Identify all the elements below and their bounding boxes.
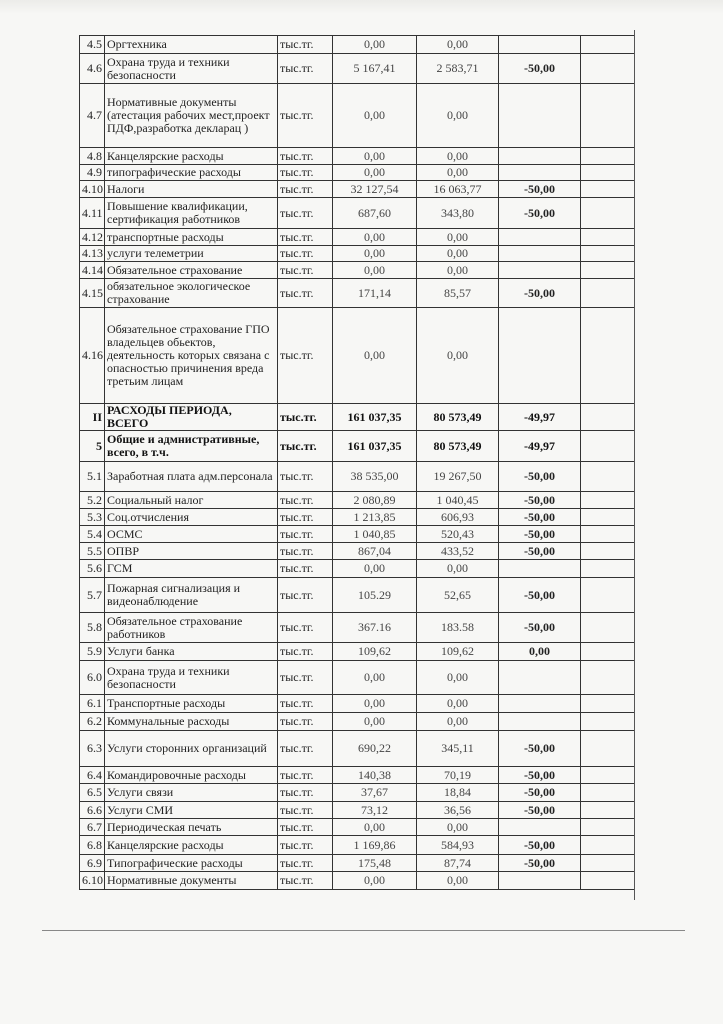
table-row xyxy=(80,262,635,279)
row-unit: тыс.тг. xyxy=(278,462,333,492)
row-unit: тыс.тг. xyxy=(278,509,333,526)
value-fact: 80 573,49 xyxy=(417,404,499,431)
value-plan: 0,00 xyxy=(333,308,417,404)
percent-change: -50,00 xyxy=(499,509,581,526)
value-fact: 606,93 xyxy=(417,509,499,526)
table-row xyxy=(80,246,635,262)
row-unit: тыс.тг. xyxy=(278,262,333,279)
row-number: 5.7 xyxy=(80,578,105,613)
row-unit: тыс.тг. xyxy=(278,36,333,54)
row-name: Периодическая печать xyxy=(105,819,278,836)
row-number: 5.2 xyxy=(80,492,105,509)
empty-cell xyxy=(581,462,635,492)
value-fact: 345,11 xyxy=(417,731,499,767)
percent-change: -50,00 xyxy=(499,492,581,509)
row-name: Командировочные расходы xyxy=(105,767,278,784)
row-name: Оргтехника xyxy=(105,36,278,54)
table-row xyxy=(80,229,635,246)
value-plan: 37,67 xyxy=(333,784,417,802)
row-number: 4.6 xyxy=(80,54,105,84)
percent-change xyxy=(499,872,581,890)
row-name: Канцелярские расходы xyxy=(105,836,278,855)
row-number: 5.6 xyxy=(80,560,105,578)
value-fact: 0,00 xyxy=(417,695,499,713)
table-row xyxy=(80,643,635,661)
empty-cell xyxy=(581,767,635,784)
row-unit: тыс.тг. xyxy=(278,578,333,613)
empty-cell xyxy=(581,819,635,836)
row-unit: тыс.тг. xyxy=(278,404,333,431)
row-name: Услуги банка xyxy=(105,643,278,661)
row-name: Обязательное страхование xyxy=(105,262,278,279)
percent-change: -50,00 xyxy=(499,198,581,229)
value-plan: 1 040,85 xyxy=(333,526,417,543)
table-body xyxy=(80,36,635,890)
percent-change xyxy=(499,819,581,836)
value-fact: 0,00 xyxy=(417,84,499,148)
row-number: 6.8 xyxy=(80,836,105,855)
row-number: 4.10 xyxy=(80,181,105,198)
value-fact: 0,00 xyxy=(417,308,499,404)
row-number: 4.14 xyxy=(80,262,105,279)
table-row xyxy=(80,181,635,198)
table-row xyxy=(80,165,635,181)
percent-change xyxy=(499,713,581,731)
empty-cell xyxy=(581,308,635,404)
row-number: 6.10 xyxy=(80,872,105,890)
empty-cell xyxy=(581,731,635,767)
table-row xyxy=(80,462,635,492)
empty-cell xyxy=(581,560,635,578)
value-plan: 0,00 xyxy=(333,84,417,148)
percent-change: -50,00 xyxy=(499,181,581,198)
value-plan: 0,00 xyxy=(333,262,417,279)
percent-change: -50,00 xyxy=(499,855,581,872)
percent-change xyxy=(499,262,581,279)
empty-cell xyxy=(581,855,635,872)
percent-change: -50,00 xyxy=(499,543,581,560)
value-fact: 0,00 xyxy=(417,262,499,279)
expense-table xyxy=(79,35,635,890)
row-unit: тыс.тг. xyxy=(278,543,333,560)
row-unit: тыс.тг. xyxy=(278,246,333,262)
row-number: 4.15 xyxy=(80,279,105,308)
empty-cell xyxy=(581,643,635,661)
row-name: ОПВР xyxy=(105,543,278,560)
empty-cell xyxy=(581,661,635,695)
table-row xyxy=(80,855,635,872)
row-name: РАСХОДЫ ПЕРИОДА, ВСЕГО xyxy=(105,404,278,431)
value-plan: 1 169,86 xyxy=(333,836,417,855)
table-row xyxy=(80,578,635,613)
percent-change: -50,00 xyxy=(499,54,581,84)
percent-change xyxy=(499,165,581,181)
row-name: Канцелярские расходы xyxy=(105,148,278,165)
row-number: 4.5 xyxy=(80,36,105,54)
value-fact: 0,00 xyxy=(417,713,499,731)
row-name: обязательное экологическое страхование xyxy=(105,279,278,308)
value-fact: 520,43 xyxy=(417,526,499,543)
value-fact: 0,00 xyxy=(417,36,499,54)
empty-cell xyxy=(581,613,635,643)
value-fact: 19 267,50 xyxy=(417,462,499,492)
empty-cell xyxy=(581,181,635,198)
table-row xyxy=(80,767,635,784)
table-row xyxy=(80,492,635,509)
empty-cell xyxy=(581,84,635,148)
empty-cell xyxy=(581,246,635,262)
value-plan: 867,04 xyxy=(333,543,417,560)
table-row xyxy=(80,836,635,855)
row-unit: тыс.тг. xyxy=(278,695,333,713)
row-name: типографические расходы xyxy=(105,165,278,181)
table-row xyxy=(80,560,635,578)
value-plan: 38 535,00 xyxy=(333,462,417,492)
percent-change xyxy=(499,148,581,165)
empty-cell xyxy=(581,695,635,713)
row-number: 6.6 xyxy=(80,802,105,819)
value-fact: 109,62 xyxy=(417,643,499,661)
value-plan: 161 037,35 xyxy=(333,431,417,462)
percent-change: -50,00 xyxy=(499,731,581,767)
value-fact: 0,00 xyxy=(417,661,499,695)
value-plan: 690,22 xyxy=(333,731,417,767)
empty-cell xyxy=(581,713,635,731)
empty-cell xyxy=(581,492,635,509)
row-number: 6.7 xyxy=(80,819,105,836)
row-number: 6.5 xyxy=(80,784,105,802)
empty-cell xyxy=(581,526,635,543)
value-plan: 367.16 xyxy=(333,613,417,643)
row-number: 5.9 xyxy=(80,643,105,661)
value-plan: 687,60 xyxy=(333,198,417,229)
row-unit: тыс.тг. xyxy=(278,784,333,802)
row-number: 4.16 xyxy=(80,308,105,404)
row-unit: тыс.тг. xyxy=(278,148,333,165)
value-plan: 0,00 xyxy=(333,148,417,165)
row-unit: тыс.тг. xyxy=(278,819,333,836)
row-unit: тыс.тг. xyxy=(278,165,333,181)
percent-change: -50,00 xyxy=(499,462,581,492)
row-unit: тыс.тг. xyxy=(278,855,333,872)
value-fact: 80 573,49 xyxy=(417,431,499,462)
row-name: Транспортные расходы xyxy=(105,695,278,713)
row-number: 6.4 xyxy=(80,767,105,784)
row-name: Нормативные документы xyxy=(105,872,278,890)
value-plan: 140,38 xyxy=(333,767,417,784)
row-name: Повышение квалификации, сертификация работников xyxy=(105,198,278,229)
value-plan: 1 213,85 xyxy=(333,509,417,526)
percent-change: -49,97 xyxy=(499,404,581,431)
row-unit: тыс.тг. xyxy=(278,731,333,767)
percent-change xyxy=(499,246,581,262)
value-fact: 0,00 xyxy=(417,229,499,246)
empty-cell xyxy=(581,836,635,855)
row-number: 5.3 xyxy=(80,509,105,526)
row-number: 5.5 xyxy=(80,543,105,560)
table-row xyxy=(80,148,635,165)
empty-cell xyxy=(581,148,635,165)
value-plan: 0,00 xyxy=(333,36,417,54)
table-row xyxy=(80,731,635,767)
empty-cell xyxy=(581,802,635,819)
row-name: Типографические расходы xyxy=(105,855,278,872)
empty-cell xyxy=(581,578,635,613)
row-unit: тыс.тг. xyxy=(278,643,333,661)
value-fact: 0,00 xyxy=(417,165,499,181)
table-row xyxy=(80,84,635,148)
value-plan: 2 080,89 xyxy=(333,492,417,509)
percent-change xyxy=(499,695,581,713)
row-number: 5.8 xyxy=(80,613,105,643)
row-number: 6.9 xyxy=(80,855,105,872)
value-plan: 0,00 xyxy=(333,872,417,890)
table-row xyxy=(80,543,635,560)
empty-cell xyxy=(581,784,635,802)
table-row xyxy=(80,526,635,543)
value-fact: 343,80 xyxy=(417,198,499,229)
value-fact: 16 063,77 xyxy=(417,181,499,198)
value-fact: 0,00 xyxy=(417,819,499,836)
empty-cell xyxy=(581,262,635,279)
row-name: Обязательное страхование ГПО владельцев обьектов, деятельность которых связана с опасностью причинения вреда третьим лицам xyxy=(105,308,278,404)
table-row xyxy=(80,872,635,890)
row-unit: тыс.тг. xyxy=(278,767,333,784)
row-name: Обязательное страхование работников xyxy=(105,613,278,643)
percent-change xyxy=(499,36,581,54)
row-name: Коммунальные расходы xyxy=(105,713,278,731)
empty-cell xyxy=(581,543,635,560)
row-name: услуги телеметрии xyxy=(105,246,278,262)
value-fact: 70,19 xyxy=(417,767,499,784)
row-number: 4.9 xyxy=(80,165,105,181)
row-unit: тыс.тг. xyxy=(278,181,333,198)
row-name: Охрана труда и техники безопасности xyxy=(105,661,278,695)
value-plan: 105.29 xyxy=(333,578,417,613)
empty-cell xyxy=(581,229,635,246)
row-unit: тыс.тг. xyxy=(278,229,333,246)
value-plan: 73,12 xyxy=(333,802,417,819)
table-row xyxy=(80,784,635,802)
row-name: Услуги связи xyxy=(105,784,278,802)
value-fact: 18,84 xyxy=(417,784,499,802)
row-name: Социальный налог xyxy=(105,492,278,509)
value-fact: 584,93 xyxy=(417,836,499,855)
row-name: Соц.отчисления xyxy=(105,509,278,526)
row-name: Услуги СМИ xyxy=(105,802,278,819)
row-unit: тыс.тг. xyxy=(278,872,333,890)
row-unit: тыс.тг. xyxy=(278,84,333,148)
percent-change xyxy=(499,661,581,695)
value-fact: 0,00 xyxy=(417,872,499,890)
empty-cell xyxy=(581,509,635,526)
percent-change xyxy=(499,308,581,404)
value-plan: 0,00 xyxy=(333,661,417,695)
percent-change: -50,00 xyxy=(499,279,581,308)
empty-cell xyxy=(581,198,635,229)
percent-change: -50,00 xyxy=(499,767,581,784)
value-fact: 1 040,45 xyxy=(417,492,499,509)
row-unit: тыс.тг. xyxy=(278,279,333,308)
row-name: Пожарная сигнализация и видеонаблюдение xyxy=(105,578,278,613)
value-plan: 0,00 xyxy=(333,560,417,578)
row-unit: тыс.тг. xyxy=(278,198,333,229)
row-name: Налоги xyxy=(105,181,278,198)
row-name: Заработная плата адм.персонала xyxy=(105,462,278,492)
row-unit: тыс.тг. xyxy=(278,560,333,578)
value-plan: 0,00 xyxy=(333,229,417,246)
empty-cell xyxy=(581,165,635,181)
row-name: Охрана труда и техники безопасности xyxy=(105,54,278,84)
value-plan: 5 167,41 xyxy=(333,54,417,84)
value-plan: 0,00 xyxy=(333,713,417,731)
value-plan: 0,00 xyxy=(333,819,417,836)
row-unit: тыс.тг. xyxy=(278,661,333,695)
value-fact: 183.58 xyxy=(417,613,499,643)
row-number: 4.7 xyxy=(80,84,105,148)
percent-change: -50,00 xyxy=(499,526,581,543)
row-number: 6.2 xyxy=(80,713,105,731)
percent-change xyxy=(499,84,581,148)
row-name: Услуги сторонних организаций xyxy=(105,731,278,767)
table-row xyxy=(80,819,635,836)
value-plan: 32 127,54 xyxy=(333,181,417,198)
value-plan: 175,48 xyxy=(333,855,417,872)
table-row xyxy=(80,198,635,229)
row-unit: тыс.тг. xyxy=(278,613,333,643)
empty-cell xyxy=(581,431,635,462)
table-row xyxy=(80,713,635,731)
value-fact: 0,00 xyxy=(417,148,499,165)
percent-change: -49,97 xyxy=(499,431,581,462)
row-unit: тыс.тг. xyxy=(278,54,333,84)
page-rule-bottom xyxy=(42,930,685,931)
table-row xyxy=(80,661,635,695)
row-unit: тыс.тг. xyxy=(278,836,333,855)
table-row xyxy=(80,431,635,462)
value-fact: 87,74 xyxy=(417,855,499,872)
value-plan: 0,00 xyxy=(333,695,417,713)
value-plan: 161 037,35 xyxy=(333,404,417,431)
row-number: 6.3 xyxy=(80,731,105,767)
row-name: ГСМ xyxy=(105,560,278,578)
value-fact: 0,00 xyxy=(417,560,499,578)
value-plan: 171,14 xyxy=(333,279,417,308)
row-unit: тыс.тг. xyxy=(278,802,333,819)
percent-change: -50,00 xyxy=(499,836,581,855)
table-row xyxy=(80,613,635,643)
table-row xyxy=(80,695,635,713)
row-unit: тыс.тг. xyxy=(278,713,333,731)
percent-change: -50,00 xyxy=(499,802,581,819)
row-number: 4.12 xyxy=(80,229,105,246)
empty-cell xyxy=(581,279,635,308)
row-number: 4.11 xyxy=(80,198,105,229)
empty-cell xyxy=(581,54,635,84)
row-name: транспортные расходы xyxy=(105,229,278,246)
row-name: Общие и адмнистративные, всего, в т.ч. xyxy=(105,431,278,462)
table-row xyxy=(80,36,635,54)
empty-cell xyxy=(581,36,635,54)
row-number: 4.8 xyxy=(80,148,105,165)
value-fact: 2 583,71 xyxy=(417,54,499,84)
table-row xyxy=(80,404,635,431)
value-plan: 0,00 xyxy=(333,165,417,181)
percent-change: -50,00 xyxy=(499,613,581,643)
empty-cell xyxy=(581,404,635,431)
value-fact: 0,00 xyxy=(417,246,499,262)
row-unit: тыс.тг. xyxy=(278,431,333,462)
row-number: 5.1 xyxy=(80,462,105,492)
row-number: 5 xyxy=(80,431,105,462)
value-fact: 36,56 xyxy=(417,802,499,819)
scan-edge xyxy=(0,0,723,14)
row-unit: тыс.тг. xyxy=(278,526,333,543)
value-plan: 0,00 xyxy=(333,246,417,262)
table-row xyxy=(80,509,635,526)
percent-change xyxy=(499,560,581,578)
table-row xyxy=(80,54,635,84)
row-number: 6.0 xyxy=(80,661,105,695)
percent-change: -50,00 xyxy=(499,578,581,613)
percent-change: 0,00 xyxy=(499,643,581,661)
row-unit: тыс.тг. xyxy=(278,308,333,404)
row-number: 6.1 xyxy=(80,695,105,713)
empty-cell xyxy=(581,872,635,890)
page-rule-right xyxy=(634,30,635,900)
value-fact: 433,52 xyxy=(417,543,499,560)
value-fact: 85,57 xyxy=(417,279,499,308)
percent-change: -50,00 xyxy=(499,784,581,802)
row-name: ОСМС xyxy=(105,526,278,543)
table-row xyxy=(80,308,635,404)
row-unit: тыс.тг. xyxy=(278,492,333,509)
table-row xyxy=(80,279,635,308)
row-number: 4.13 xyxy=(80,246,105,262)
value-fact: 52,65 xyxy=(417,578,499,613)
percent-change xyxy=(499,229,581,246)
value-plan: 109,62 xyxy=(333,643,417,661)
table-row xyxy=(80,802,635,819)
row-number: II xyxy=(80,404,105,431)
row-number: 5.4 xyxy=(80,526,105,543)
row-name: Нормативные документы (атестация рабочих мест,проект ПДФ,разработка декларац ) xyxy=(105,84,278,148)
